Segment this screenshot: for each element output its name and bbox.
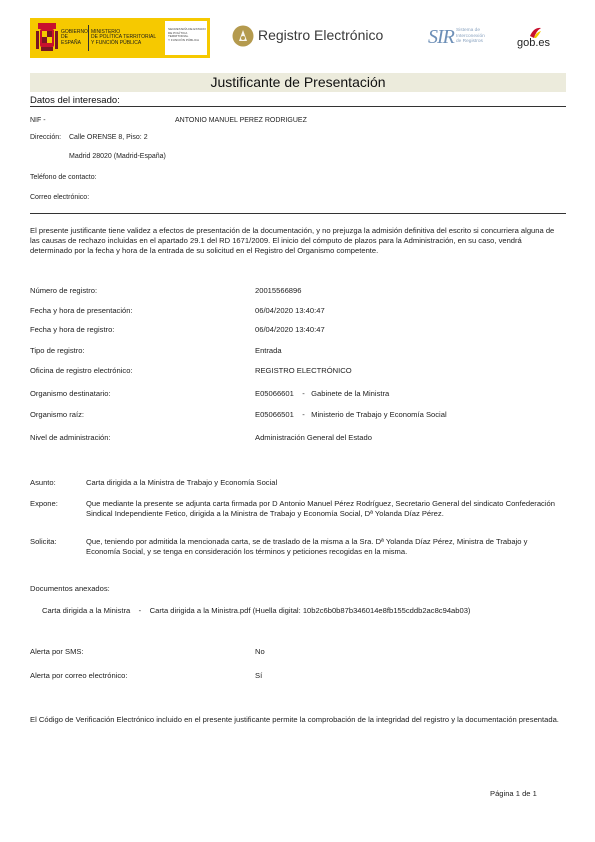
registro-label: Fecha y hora de registro: [30,325,115,334]
gob-es-logo [512,26,562,54]
alerta-label: Alerta por correo electrónico: [30,671,128,680]
registro-logo-text: Registro Electrónico [258,27,384,43]
coat-of-arms-icon [36,23,58,53]
asunto-value: Carta dirigida a la Ministra de Trabajo y Economía Social [86,478,278,487]
secretaria-box [165,21,207,55]
secretaria-line: Y FUNCIÓN PÚBLICA [168,37,200,42]
registro-label: Oficina de registro electrónico: [30,366,133,375]
registro-value: 06/04/2020 13:40:47 [255,325,325,334]
documento-item: Carta dirigida a la Ministra - Carta dirigida a la Ministra.pdf (Huella digital: 10b2c6b0b87b346014e8fb155cddb2ac8c94ab03) [42,606,471,615]
page-number: Página 1 de 1 [490,789,537,798]
direccion-line2: Madrid 28020 (Madrid-España) [69,153,166,160]
alerta-label: Alerta por SMS: [30,647,84,656]
sir-line: de Registros [456,39,483,45]
validity-notice: El presente justificante tiene validez a efectos de presentación de la documentación, y no prejuzga la admisión definitiva del escrito si concurriera alguna de las causas de rechazo incluidas en el apartado 29.1 del RD 1671/2009. El inicio del cómputo de plazos para la Administración, en su caso, vendrá determinado por la fecha y hora de la entrada de su solicitud en el Registro del Organismo competente. [30,226,555,255]
interesado-name: ANTONIO MANUEL PEREZ RODRIGUEZ [175,117,307,124]
divider [30,106,566,107]
registro-seal-icon [232,25,254,47]
alerta-value: No [255,647,265,656]
registro-label: Tipo de registro: [30,346,85,355]
registro-label: Número de registro: [30,286,98,295]
sir-label [456,28,500,45]
gov-line: DE ESPAÑA [61,34,81,46]
registro-value: E05066501 - Ministerio de Trabajo y Economía Social [255,410,447,419]
registro-value: 20015566896 [255,286,302,295]
registro-label: Organismo destinatario: [30,389,111,398]
secretaria-line: DE POLÍTICA TERRITORIAL [168,30,189,39]
registro-label: Fecha y hora de presentación: [30,306,133,315]
page-title: Justificante de Presentación [210,74,386,90]
registro-value: Entrada [255,346,282,355]
gov-label [61,30,87,46]
registro-value: Administración General del Estado [255,433,372,442]
correo-label: Correo electrónico: [30,194,90,201]
interesado-section-label: Datos del interesado: [30,95,120,106]
alerta-value: Sí [255,671,263,680]
documentos-label: Documentos anexados: [30,584,110,593]
registro-label: Organismo raíz: [30,410,85,419]
gov-line: GOBIERNO [61,29,88,35]
asunto-label: Asunto: [30,478,56,487]
divider [30,213,566,214]
sir-line: Sistema de [456,28,480,33]
direccion-label: Dirección: [30,134,62,141]
registro-value: 06/04/2020 13:40:47 [255,306,325,315]
solicita-value: Que, teniendo por admitida la mencionada carta, se de traslado de la misma a la Sra. Dª Yolanda Díaz Pérez, Ministra de Trabajo y Economía Social, y se tenga en consideración los términos y peticiones recogidas en la misma. [86,537,528,556]
sir-logo [428,25,500,51]
divider [88,25,89,51]
telefono-label: Teléfono de contacto: [30,174,97,181]
registro-value: REGISTRO ELECTRÓNICO [255,366,352,375]
secretaria-label [168,28,206,42]
ministry-label [91,30,165,46]
expone-label: Expone: [30,499,58,508]
sir-line: Interconexión [456,33,485,39]
registro-value: E05066601 - Gabinete de la Ministra [255,389,390,398]
secretaria-line: SECRETARÍA DE ESTADO [168,27,206,31]
gob-es-text: gob.es [517,37,551,49]
cve-notice: El Código de Verificación Electrónico incluido en el presente justificante permite la comprobación de la integridad del registro y la documentación presentada. [30,715,559,724]
ministry-line: Y FUNCIÓN PÚBLICA [91,39,142,46]
ministry-line: MINISTERIO [91,29,121,35]
registro-electronico-logo [232,22,392,50]
expone-value: Que mediante la presente se adjunta carta firmada por D Antonio Manuel Pérez Rodríguez, Secretario General del sindicato Confederación Sindical Independiente Fetico, dirigida a la Ministra de Trabajo y Economía Social, Dª Yolanda Díaz Pérez. [86,499,555,518]
gobierno-de-espana-logo [30,18,210,58]
nif-label: NIF - [30,117,46,124]
ministry-line: DE POLÍTICA TERRITORIAL [91,34,157,41]
title-bar [30,73,566,92]
solicita-label: Solicita: [30,537,57,546]
direccion-line1: Calle ORENSE 8, Piso: 2 [69,134,148,141]
sir-mark: SIR [428,26,454,48]
registro-label: Nivel de administración: [30,433,111,442]
